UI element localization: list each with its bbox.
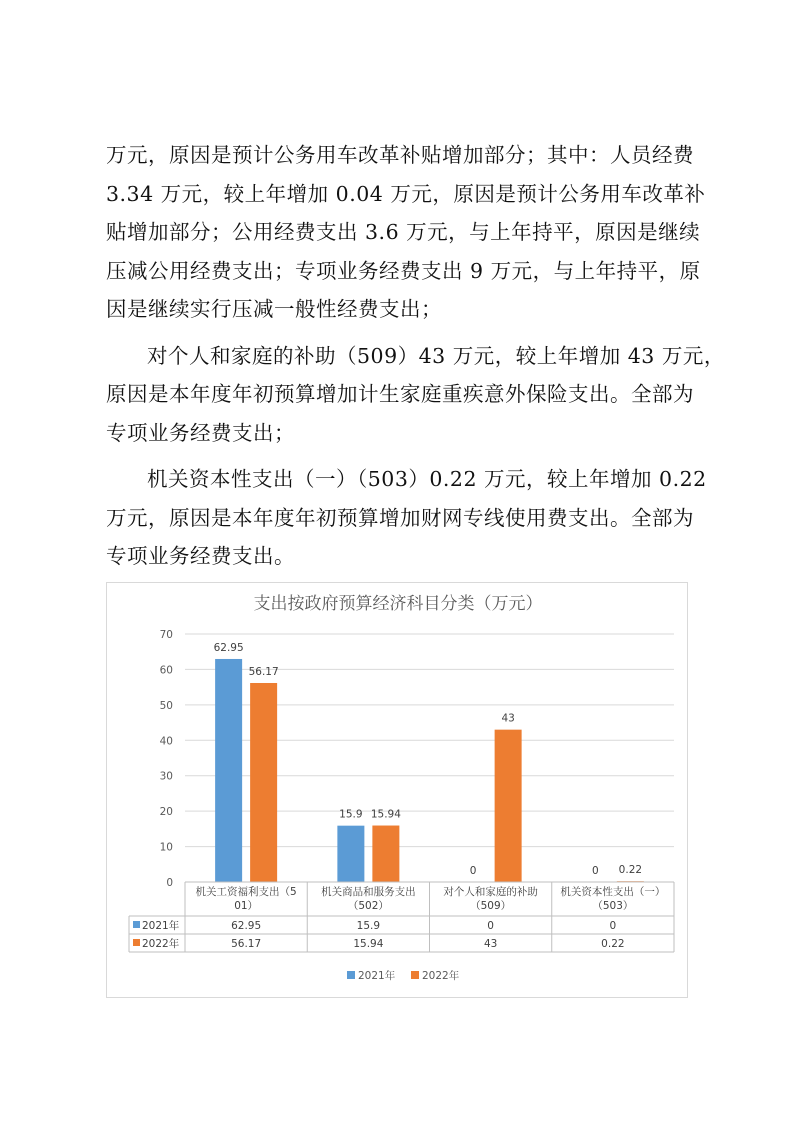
data-label: 15.94: [370, 808, 401, 821]
bar-series1: [215, 659, 242, 882]
category-label: （502）: [347, 900, 389, 912]
legend-key: [411, 971, 419, 979]
category-label: 机关商品和服务支出: [321, 886, 416, 898]
paragraph-1: [106, 136, 706, 329]
data-label: 62.95: [213, 641, 244, 654]
table-cell: 0: [609, 920, 617, 932]
data-label: 15.9: [339, 808, 363, 821]
table-legend-key: [133, 921, 140, 928]
expenditure-chart: [106, 582, 688, 998]
data-label: 0: [469, 865, 477, 877]
y-tick-label: 60: [159, 664, 173, 677]
table-cell: 43: [483, 938, 498, 950]
y-tick-label: 70: [159, 629, 173, 641]
table-legend-key: [133, 939, 140, 946]
bar-series1: [337, 826, 364, 882]
category-label: （503）: [592, 900, 634, 912]
category-label: （509）: [470, 900, 512, 912]
bar-series2: [495, 730, 522, 882]
data-label: 0.22: [618, 864, 643, 877]
chart-svg: [107, 583, 689, 999]
text-line: 因是继续实行压减一般性经费支出；: [106, 297, 442, 321]
table-series-name: 2021年: [142, 920, 180, 932]
y-tick-label: 20: [159, 806, 173, 819]
paragraph-2: [106, 337, 725, 453]
category-label: 对个人和家庭的补助: [443, 886, 538, 898]
category-label: 机关工资福利支出（5: [195, 886, 297, 898]
data-label: 0: [592, 865, 599, 877]
table-cell: 62.95: [231, 920, 262, 932]
category-label: 01）: [234, 900, 259, 912]
text-line: 专项业务经费支出。: [106, 544, 295, 568]
table-cell: 15.94: [353, 938, 384, 950]
y-tick-label: 40: [159, 735, 173, 748]
text-line: 3.34 万元，较上年增加 0.04 万元，原因是预计公务用车改革补: [106, 181, 706, 206]
table-cell: 15.9: [356, 920, 381, 932]
legend-label: 2021年: [358, 970, 396, 982]
bar-series2: [372, 826, 399, 882]
paragraph-3: [106, 460, 707, 576]
text-line: 机关资本性支出（一）（503）0.22 万元，较上年增加 0.22: [147, 467, 707, 491]
chart-title: 支出按政府预算经济科目分类（万元）: [253, 594, 543, 614]
text-line: 压减公用经费支出；专项业务经费支出 9 万元，与上年持平，原: [106, 258, 701, 283]
category-label: 机关资本性支出（一）: [560, 886, 666, 898]
y-tick-label: 30: [159, 770, 173, 783]
y-tick-label: 0: [166, 877, 173, 889]
bar-series2: [250, 683, 277, 882]
table-series-name: 2022年: [142, 938, 180, 950]
legend-label: 2022年: [422, 970, 460, 982]
y-tick-label: 50: [159, 699, 173, 712]
legend-key: [347, 971, 355, 979]
table-cell: 0.22: [601, 938, 625, 950]
data-label: 56.17: [248, 665, 279, 678]
body-text: [106, 136, 725, 576]
y-tick-label: 10: [159, 841, 173, 854]
text-line: 原因是本年度年初预算增加计生家庭重疾意外保险支出。全部为: [106, 382, 694, 406]
table-cell: 0: [487, 920, 494, 932]
table-cell: 56.17: [231, 938, 262, 950]
text-line: 万元，原因是本年度年初预算增加财网专线使用费支出。全部为: [106, 505, 694, 530]
text-line: 贴增加部分；公用经费支出 3.6 万元，与上年持平，原因是继续: [106, 220, 701, 244]
data-label: 43: [501, 712, 515, 725]
text-line: 专项业务经费支出；: [106, 420, 295, 445]
text-line: 对个人和家庭的补助（509）43 万元，较上年增加 43 万元，: [147, 343, 725, 368]
text-line: 万元，原因是预计公务用车改革补贴增加部分；其中：人员经费: [106, 143, 694, 167]
